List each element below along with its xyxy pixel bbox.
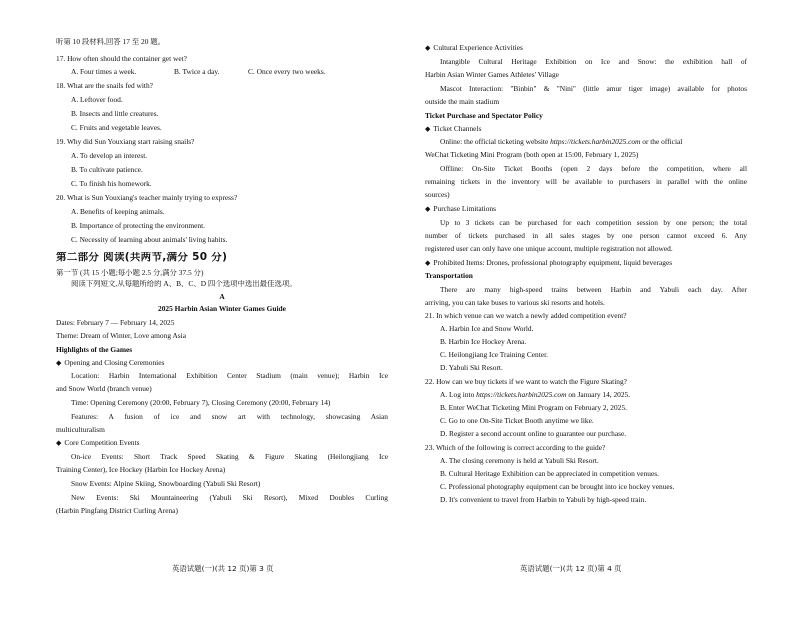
online-channel-line-2: WeChat Ticketing Mini Program (both open at 15:00, February 1, 2025) (425, 151, 639, 159)
diamond-bullet-icon: ◆ (425, 259, 431, 267)
question-17-options (56, 68, 388, 82)
ticket-policy-heading: Ticket Purchase and Spectator Policy (425, 112, 543, 120)
section-one-instructions: 阅读下列短文,从每题所给的 A、B、C、D 四个选项中选出最佳选项。 (71, 280, 297, 288)
q22-option-c[interactable]: C. Go to one On-Site Ticket Booth anytime we like. (440, 417, 594, 425)
q22-option-a[interactable]: A. Log into https://tickets.harbin2025.com on January 14, 2025. (440, 391, 631, 399)
online-channel-line-1: Online: the official ticketing website https://tickets.harbin2025.com or the official (440, 138, 683, 146)
question-19: 19. Why did Sun Youxiang start raising snails? (56, 138, 195, 146)
core-events-heading: ◆ Core Competition Events (56, 439, 140, 447)
ticket-channels-heading: ◆ Ticket Channels (425, 125, 482, 133)
on-ice-events-line-1: On-ice Events: Short Track Speed Skating & Figure Skating (Heilongjiang Ice (71, 452, 388, 461)
features-line-2: multiculturalism (56, 426, 105, 434)
section-one-heading: 第一节 (共 15 小题;每小题 2.5 分,满分 37.5 分) (56, 269, 204, 277)
offline-channel-line-1: Offline: On-Site Ticket Booths (open 2 days before the competition, where all (440, 164, 747, 173)
on-ice-events-line-2: Training Center), Ice Hockey (Harbin Ice Hockey Arena) (56, 466, 226, 474)
ich-exhibition-line-1: Intangible Cultural Heritage Exhibition on Ice and Snow: the exhibition hall of (440, 57, 747, 66)
q23-option-b[interactable]: B. Cultural Heritage Exhibition can be appreciated in competition venues. (440, 470, 659, 478)
highlights-heading: Highlights of the Games (56, 346, 133, 354)
q20-option-a[interactable]: A. Benefits of keeping animals. (71, 208, 165, 216)
ticketing-website-link[interactable]: https://tickets.harbin2025.com (550, 138, 641, 146)
prohibited-items: ◆ Prohibited Items: Drones, professional photography equipment, liquid beverages (425, 259, 673, 267)
q17-option-c[interactable]: C. Once every two weeks. (248, 67, 326, 76)
q23-option-d[interactable]: D. It's convenient to travel from Harbin to Yabuli by high-speed train. (440, 496, 647, 504)
transportation-line-1: There are many high-speed trains between Harbin and Yabuli each day. After (440, 285, 747, 294)
q23-option-c[interactable]: C. Professional photography equipment can be brought into ice hockey venues. (440, 483, 675, 491)
mascot-line-1: Mascot Interaction: "Binbin" & "Nini" (little amur tiger image) available for photos (440, 84, 747, 93)
q21-option-b[interactable]: B. Harbin Ice Hockey Arena. (440, 338, 527, 346)
q18-option-a[interactable]: A. Leftover food. (71, 96, 123, 104)
question-22: 22. How can we buy tickets if we want to watch the Figure Skating? (425, 378, 627, 386)
purchase-limits-heading: ◆ Purchase Limitations (425, 205, 496, 213)
transportation-heading: Transportation (425, 272, 473, 280)
offline-channel-line-3: sources) (425, 191, 450, 199)
q18-option-b[interactable]: B. Insects and little creatures. (71, 110, 159, 118)
diamond-bullet-icon: ◆ (425, 44, 431, 52)
right-column (425, 44, 747, 509)
q19-option-a[interactable]: A. To develop an interest. (71, 152, 148, 160)
offline-channel-line-2: remaining tickets in the inventory will be available to purchasers in parallel with the online (425, 177, 747, 186)
q17-option-a[interactable]: A. Four times a week. (71, 67, 137, 76)
left-column (56, 38, 388, 520)
q22-option-b[interactable]: B. Enter WeChat Ticketing Mini Program on February 2, 2025. (440, 404, 627, 412)
question-21: 21. In which venue can we watch a newly added competition event? (425, 312, 627, 320)
passage-letter: A (219, 293, 225, 301)
diamond-bullet-icon: ◆ (56, 359, 62, 367)
question-23: 23. Which of the following is correct according to the guide? (425, 444, 606, 452)
guide-title: 2025 Harbin Asian Winter Games Guide (158, 305, 286, 313)
q21-option-c[interactable]: C. Heilongjiang Ice Training Center. (440, 351, 548, 359)
ceremony-time: Time: Opening Ceremony (20:00, February 7), Closing Ceremony (20:00, February 14) (71, 399, 331, 407)
new-events-line-1: New Events: Ski Mountaineering (Yabuli Ski Resort), Mixed Doubles Curling (71, 493, 388, 502)
q18-option-c[interactable]: C. Fruits and vegetable leaves. (71, 124, 162, 132)
q19-option-b[interactable]: B. To cultivate patience. (71, 166, 143, 174)
left-page-footer: 英语试题(一)(共 12 页)第 3 页 (172, 564, 274, 573)
q21-option-d[interactable]: D. Yabuli Ski Resort. (440, 364, 503, 372)
q21-option-a[interactable]: A. Harbin Ice and Snow World. (440, 325, 534, 333)
q23-option-a[interactable]: A. The closing ceremony is held at Yabuli Ski Resort. (440, 457, 599, 465)
limits-line-3: registered user can only have one unique account, multiple registration not allowed. (425, 245, 673, 253)
part-two-title: 第二部分 阅读(共两节,满分 50 分) (56, 252, 228, 263)
features-line-1: Features: A fusion of ice and snow art with technology, showcasing Asian (71, 412, 388, 421)
question-18: 18. What are the snails fed with? (56, 82, 153, 90)
q19-option-c[interactable]: C. To finish his homework. (71, 180, 152, 188)
snow-events: Snow Events: Alpine Skiing, Snowboarding (Yabuli Ski Resort) (71, 480, 261, 488)
limits-line-1: Up to 3 tickets can be purchased for each competition session by one person; the total (440, 218, 747, 227)
location-line-2: and Snow World (branch venue) (56, 385, 152, 393)
ich-exhibition-line-2: Harbin Asian Winter Games Athletes' Village (425, 71, 559, 79)
guide-theme: Theme: Dream of Winter, Love among Asia (56, 332, 187, 340)
guide-dates: Dates: February 7 — February 14, 2025 (56, 319, 175, 327)
transportation-line-2: arriving, you can take buses to various ski resorts and hotels. (425, 299, 605, 307)
ceremonies-heading: ◆ Opening and Closing Ceremonies (56, 359, 165, 367)
limits-line-2: number of tickets purchased in all sales stages by one person cannot exceed 6. Any (425, 231, 747, 240)
question-17: 17. How often should the container get wet? (56, 55, 187, 63)
right-page-footer: 英语试题(一)(共 12 页)第 4 页 (520, 564, 622, 573)
new-events-line-2: (Harbin Pingfang District Curling Arena) (56, 507, 178, 515)
cultural-activities-heading: ◆ Cultural Experience Activities (425, 44, 523, 52)
q20-option-b[interactable]: B. Importance of protecting the environment. (71, 222, 206, 230)
diamond-bullet-icon: ◆ (425, 205, 431, 213)
diamond-bullet-icon: ◆ (56, 439, 62, 447)
location-line-1: Location: Harbin International Exhibition Center Stadium (main venue); Harbin Ice (71, 371, 388, 380)
question-20: 20. What is Sun Youxiang's teacher mainly trying to express? (56, 194, 238, 202)
diamond-bullet-icon: ◆ (425, 125, 431, 133)
q22-option-d[interactable]: D. Register a second account online to guarantee our purchase. (440, 430, 627, 438)
listening-intro: 听第 10 段材料,回答 17 至 20 题。 (56, 38, 166, 46)
q17-option-b[interactable]: B. Twice a day. (174, 67, 220, 76)
mascot-line-2: outside the main stadium (425, 98, 500, 106)
q20-option-c[interactable]: C. Necessity of learning about animals' living habits. (71, 236, 228, 244)
